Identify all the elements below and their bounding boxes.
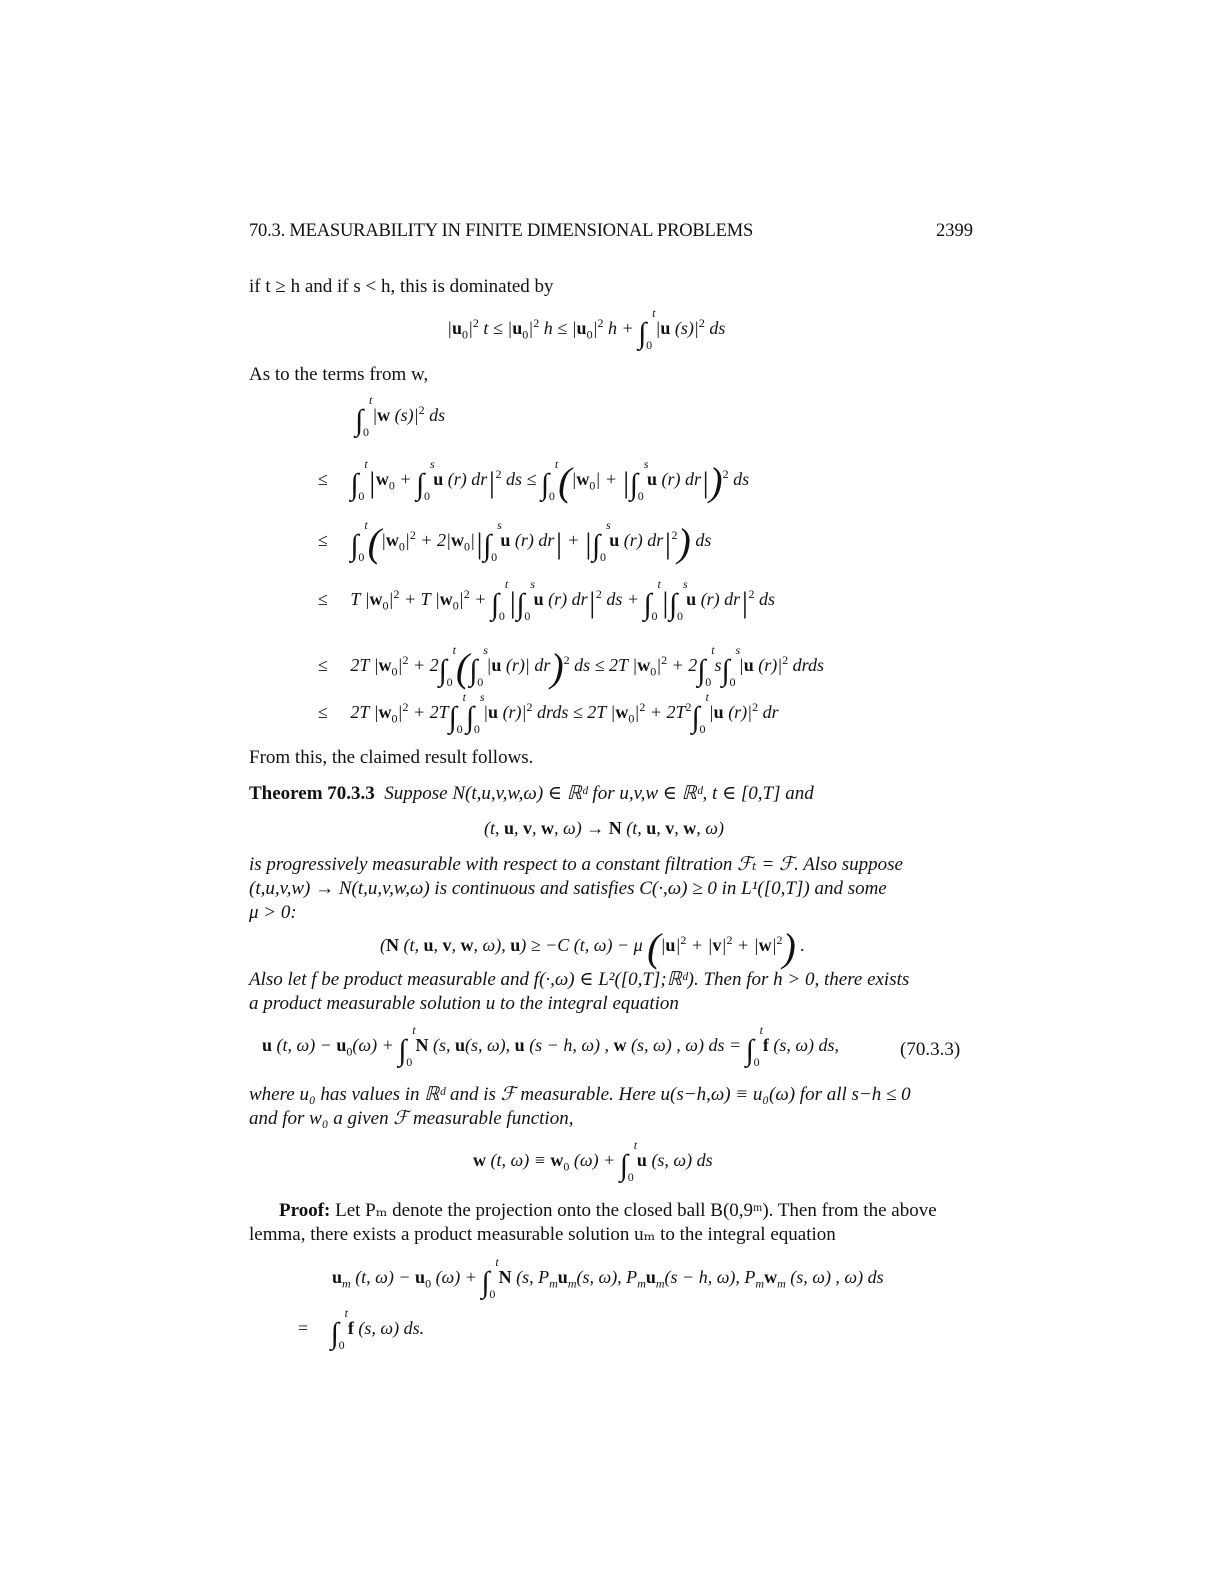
page-number: 2399 [936, 221, 973, 241]
equation-dominated: $|u_0|^2$ $t \le |u_0|^2$ $h \le |u_0|^2$ h + ∫ t 0 |u $(s)|^2$ ds [447, 306, 726, 352]
theorem-label: Theorem 70.3.3 [249, 783, 375, 804]
theorem-heading [249, 782, 814, 806]
equation-main: u (t, $\omega) - u_0(\omega)$ + ∫ t 0 N (s, u(s, ω), u (s − h, ω) , w (s, ω) , ω) ds = ∫ t 0 f (s, ω) ds, [262, 1023, 840, 1069]
equation-line-3: ≤ T $|w_0|^2 + T$ $|w_0|^2$ + ∫ t 0 |∫ s 0 u (r) $dr|^2$ ds + ∫ t 0 |∫ s 0 u (r) $dr|^2$ ds [318, 577, 775, 623]
paragraph-text: From this, the claimed result follows. [249, 747, 534, 768]
theorem-line-a [249, 853, 903, 877]
theorem-text: a product measurable solution u to the integral equation [249, 993, 679, 1014]
theorem-text: where u₀ has values in ℝᵈ and is ℱ measurable. Here u(s−h,ω) ≡ u₀(ω) for all s−h ≤ 0 [249, 1084, 911, 1105]
proof-label: Proof: [279, 1200, 331, 1221]
theorem-text: μ > 0: [249, 902, 297, 923]
proof-line-1 [279, 1199, 937, 1223]
equation-map: (t, u, v, w, ω) → N (t, u, v, w, ω) [484, 818, 724, 838]
theorem-line-b [249, 877, 887, 901]
paragraph-text: As to the terms from w, [249, 364, 429, 385]
equation-line-0: ∫ t 0 |w $(s)|^2$ ds [355, 393, 446, 439]
equation-line-4: ≤ 2T $|w_0|^2 + 2\int$ t 0 (∫ s 0 |u (r)| dr)$^2$ ds ≤ 2T $|w_0|^2 + 2\int$ t 0 s∫ s 0 |u $(r)|^2$ drds [318, 643, 825, 690]
equation-coercivity: (N (t, u, v, w, ω), u) ≥ −C (t, ω) − μ $(|u|^2 + |v|^2 + |w|^2)$ . [380, 925, 805, 970]
equation-approx-2: = ∫ t 0 f (s, ω) ds. [298, 1306, 425, 1352]
paragraph-text: if t ≥ h and if s < h, this is dominated by [249, 276, 554, 297]
theorem-line-d [249, 968, 909, 992]
paragraph-w-terms [249, 363, 428, 387]
theorem-text: Suppose N(t,u,v,w,ω) ∈ ℝᵈ for u,v,w ∈ ℝᵈ, t ∈ [0,T] and [384, 783, 814, 804]
theorem-text: Also let f be product measurable and f(·,ω) ∈ L²([0,T];ℝᵈ). Then for h > 0, there exists [249, 969, 910, 990]
equation-line-5: ≤ 2T $|w_0|^2 + 2T\int$ t 0 ∫ s 0 |u $(r)|^2$ drds ≤ 2T $|w_0|^2 + 2T^2\int$ t 0 |u $(r)|^2$ dr [318, 690, 779, 736]
equation-approx-1: $u_m$ (t, $\omega) - u_0$ (ω) + ∫ t 0 N (s, $P_mu_m(s$, ω), $P_mu_m(s - h$, ω), $P_mw_m$ (s, ω) , ω) ds [332, 1255, 884, 1301]
proof-text: Let Pₘ denote the projection onto the closed ball B(0,9ᵐ). Then from the above [335, 1200, 937, 1221]
paragraph-dominated [249, 275, 554, 299]
equation-w-definition: w (t, $\omega) \equiv w_0$ (ω) + ∫ t 0 u (s, ω) ds [473, 1138, 713, 1184]
theorem-line-e [249, 992, 679, 1016]
theorem-text: (t,u,v,w) → N(t,u,v,w,ω) is continuous and satisfies C(·,ω) ≥ 0 in L¹([0,T]) and some [249, 878, 887, 899]
running-title: 70.3. MEASURABILITY IN FINITE DIMENSIONAL PROBLEMS [249, 221, 754, 241]
paragraph-conclusion [249, 746, 533, 770]
equation-line-1: ≤ ∫ t 0 $|w_0$ + ∫ s 0 u (r) $dr|^2$ ds ≤ ∫ t 0 ($|w_0|$ + |∫ s 0 u (r) dr|)$^2$ ds [318, 457, 750, 504]
theorem-text: is progressively measurable with respect to a constant filtration ℱₜ = ℱ. Also suppose [249, 854, 903, 875]
theorem-text: and for w₀ a given ℱ measurable function, [249, 1108, 574, 1129]
theorem-line-c [249, 901, 297, 925]
equation-number: (70.3.3) [900, 1039, 961, 1060]
equation-line-2: ≤ ∫ t 0 ($|w_0|^2 + 2|w_0||\int$ s 0 u (r) dr| + |∫ s 0 u (r) $dr|^2$) ds [318, 518, 712, 565]
proof-text: lemma, there exists a product measurable solution uₘ to the integral equation [249, 1224, 836, 1245]
proof-line-2 [249, 1223, 836, 1247]
theorem-line-g [249, 1107, 573, 1131]
theorem-line-f [249, 1083, 911, 1107]
